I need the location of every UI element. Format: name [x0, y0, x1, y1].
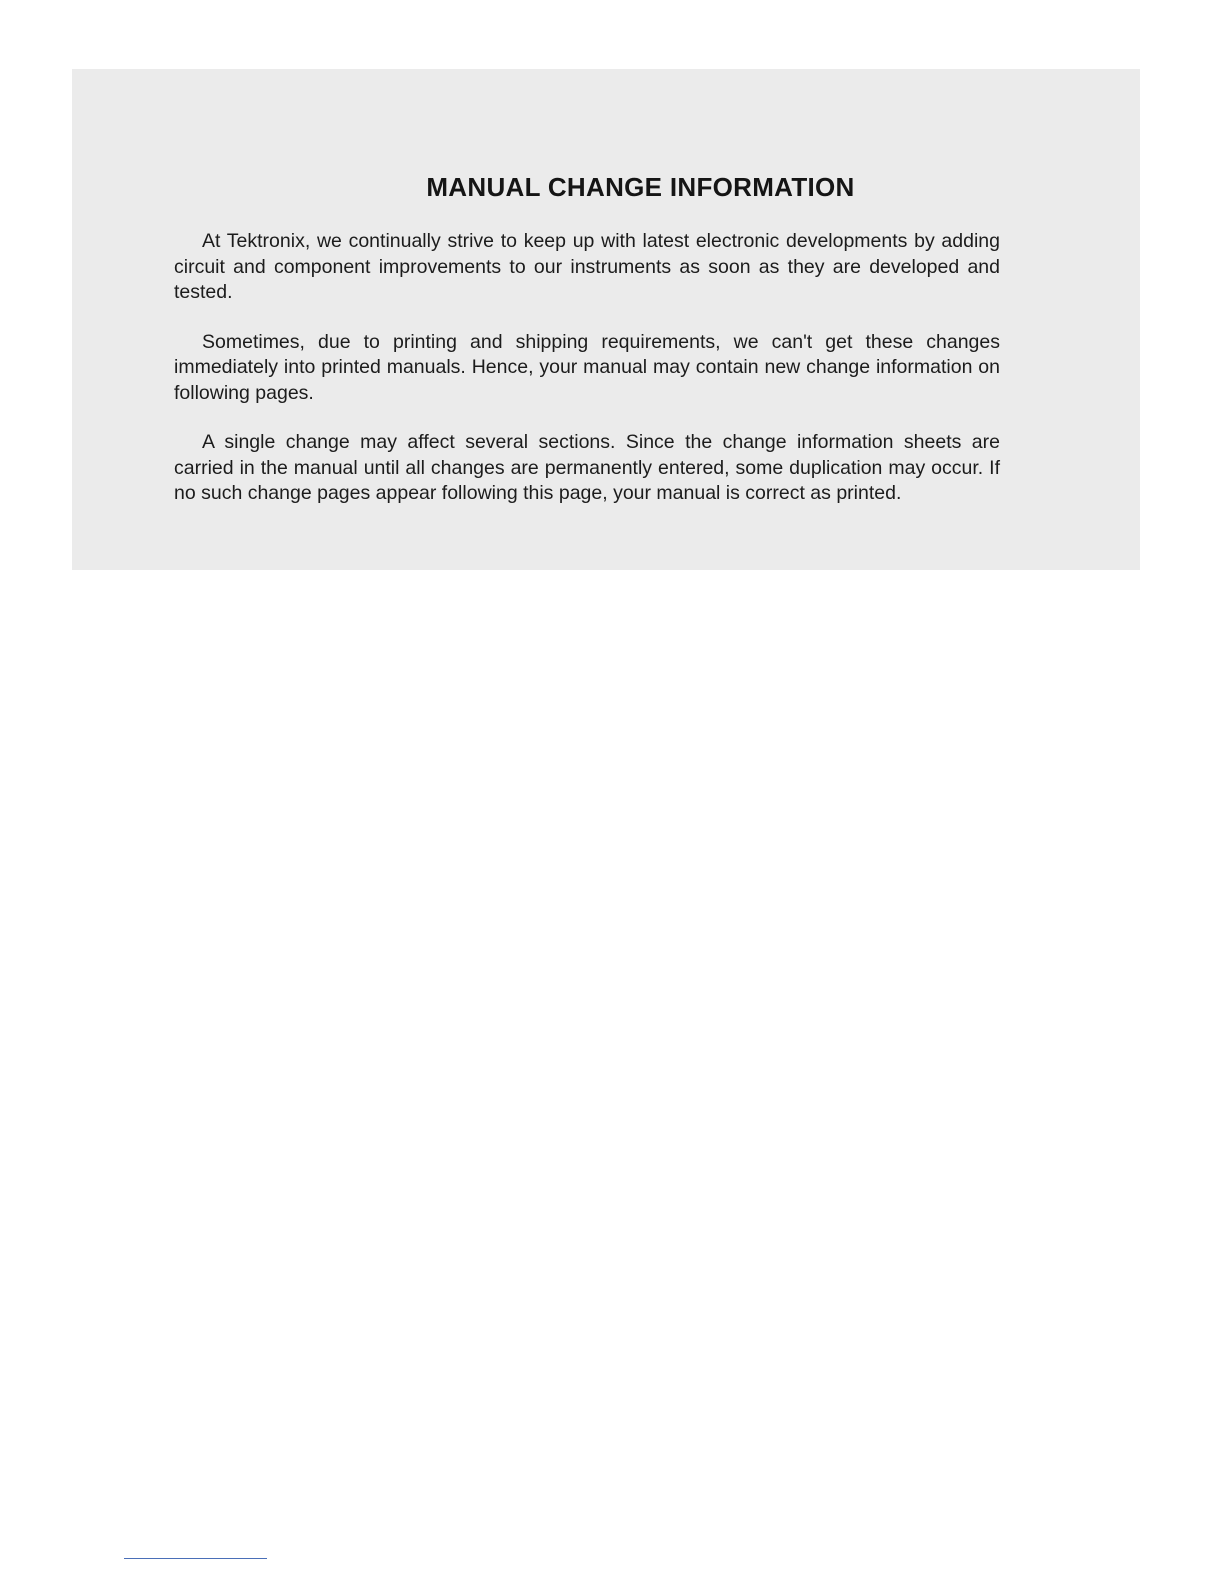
notice-paragraph-2: Sometimes, due to printing and shipping requirements, we can't get these changes immediately into printed manuals. Hence, your manual may contain new change information on following pages. [174, 330, 1000, 404]
notice-panel [72, 69, 1140, 570]
notice-title: MANUAL CHANGE INFORMATION [426, 172, 855, 202]
notice-paragraph-3: A single change may affect several sections. Since the change information sheets are carried in the manual until all changes are permanently entered, some duplication may occur. If no such change pages appear following this page, your manual is correct as printed. [174, 431, 1000, 504]
footer-rule [124, 1558, 267, 1559]
notice-body [174, 229, 1000, 531]
notice-paragraph-1: At Tektronix, we continually strive to keep up with latest electronic developments by adding circuit and component improvements to our instruments as soon as they are developed and tested. [174, 230, 1000, 303]
